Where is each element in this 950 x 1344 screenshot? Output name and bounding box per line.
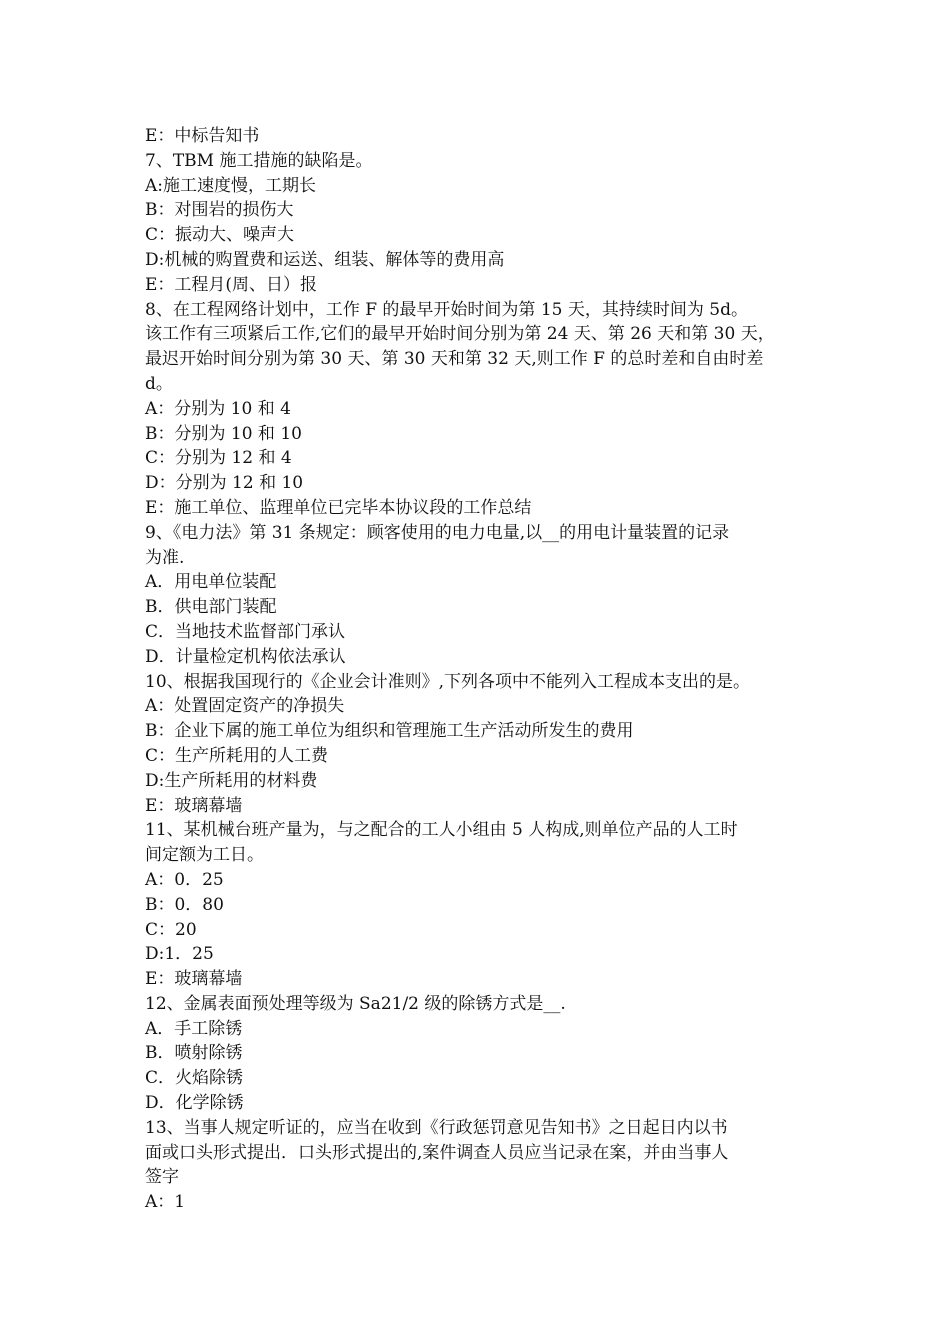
question-7-option-d: D:机械的购置费和运送、组装、解体等的费用高 xyxy=(145,249,505,270)
question-13-stem: 面或口头形式提出．口头形式提出的,案件调查人员应当记录在案，并由当事人 xyxy=(145,1142,729,1163)
question-9-stem: 9、《电力法》第 31 条规定：顾客使用的电力电量,以__的用电计量装置的记录 xyxy=(145,522,730,543)
question-8-stem: 8、在工程网络计划中，工作 F 的最早开始时间为第 15 天，其持续时间为 5d。 xyxy=(145,299,748,320)
question-8-option-e: E：施工单位、监理单位已完毕本协议段的工作总结 xyxy=(145,497,532,518)
question-12-stem: 12、金属表面预处理等级为 Sa21/2 级的除锈方式是__. xyxy=(145,993,566,1014)
question-8-stem: 最迟开始时间分别为第 30 天、第 30 天和第 32 天,则工作 F 的总时差和自由时差 xyxy=(145,349,764,370)
question-8-stem: 该工作有三项紧后工作,它们的最早开始时间分别为第 24 天、第 26 天和第 30 天， xyxy=(145,324,775,345)
question-8-option-b: B：分别为 10 和 10 xyxy=(145,423,302,444)
question-7-option-b: B：对围岩的损伤大 xyxy=(145,200,294,221)
question-10-option-c: C：生产所耗用的人工费 xyxy=(145,745,329,766)
question-12-option-b: B．喷射除锈 xyxy=(145,1043,243,1064)
question-10-option-e: E：玻璃幕墙 xyxy=(145,795,243,816)
question-7-stem: 7、TBM 施工措施的缺陷是。 xyxy=(145,150,373,171)
question-7-option-a: A:施工速度慢，工期长 xyxy=(145,175,317,196)
question-13-option-a: A：1 xyxy=(145,1192,186,1213)
question-11-option-a: A：0．25 xyxy=(145,869,224,890)
question-10-option-a: A：处置固定资产的净损失 xyxy=(145,696,345,717)
question-11-option-b: B：0．80 xyxy=(145,894,224,915)
question-11-option-e: E：玻璃幕墙 xyxy=(145,969,243,990)
question-8-option-c: C：分别为 12 和 4 xyxy=(145,448,292,469)
question-9-option-a: A．用电单位装配 xyxy=(145,572,277,593)
question-9-option-c: C．当地技术监督部门承认 xyxy=(145,621,346,642)
question-7-option-c: C：振动大、噪声大 xyxy=(145,225,295,246)
question-12-option-d: D．化学除锈 xyxy=(145,1093,244,1114)
question-8-option-a: A：分别为 10 和 4 xyxy=(145,398,291,419)
question-12-option-c: C．火焰除锈 xyxy=(145,1068,244,1089)
question-11-option-c: C：20 xyxy=(145,919,197,940)
question-8-option-d: D：分别为 12 和 10 xyxy=(145,473,304,494)
question-10-option-d: D:生产所耗用的材料费 xyxy=(145,770,318,791)
text-line: E：中标告知书 xyxy=(145,126,260,146)
question-9-stem: 为准. xyxy=(145,547,185,568)
question-12-option-a: A．手工除锈 xyxy=(145,1018,243,1039)
question-11-option-d: D:1．25 xyxy=(145,944,214,965)
question-9-option-d: D．计量检定机构依法承认 xyxy=(145,646,346,667)
question-13-stem: 13、当事人规定听证的，应当在收到《行政惩罚意见告知书》之日起日内以书 xyxy=(145,1117,728,1138)
question-13-stem: 签字 xyxy=(145,1167,179,1188)
question-10-option-b: B：企业下属的施工单位为组织和管理施工生产活动所发生的费用 xyxy=(145,721,634,742)
question-11-stem: 间定额为工日。 xyxy=(145,845,264,866)
question-7-option-e: E：工程月(周、日）报 xyxy=(145,274,318,295)
question-10-stem: 10、根据我国现行的《企业会计准则》,下列各项中不能列入工程成本支出的是。 xyxy=(145,671,751,692)
document-body xyxy=(145,124,825,1215)
question-11-stem: 11、某机械台班产量为，与之配合的工人小组由 5 人构成,则单位产品的人工时 xyxy=(145,820,738,841)
question-9-option-b: B．供电部门装配 xyxy=(145,597,277,618)
question-8-stem: d。 xyxy=(145,373,173,394)
